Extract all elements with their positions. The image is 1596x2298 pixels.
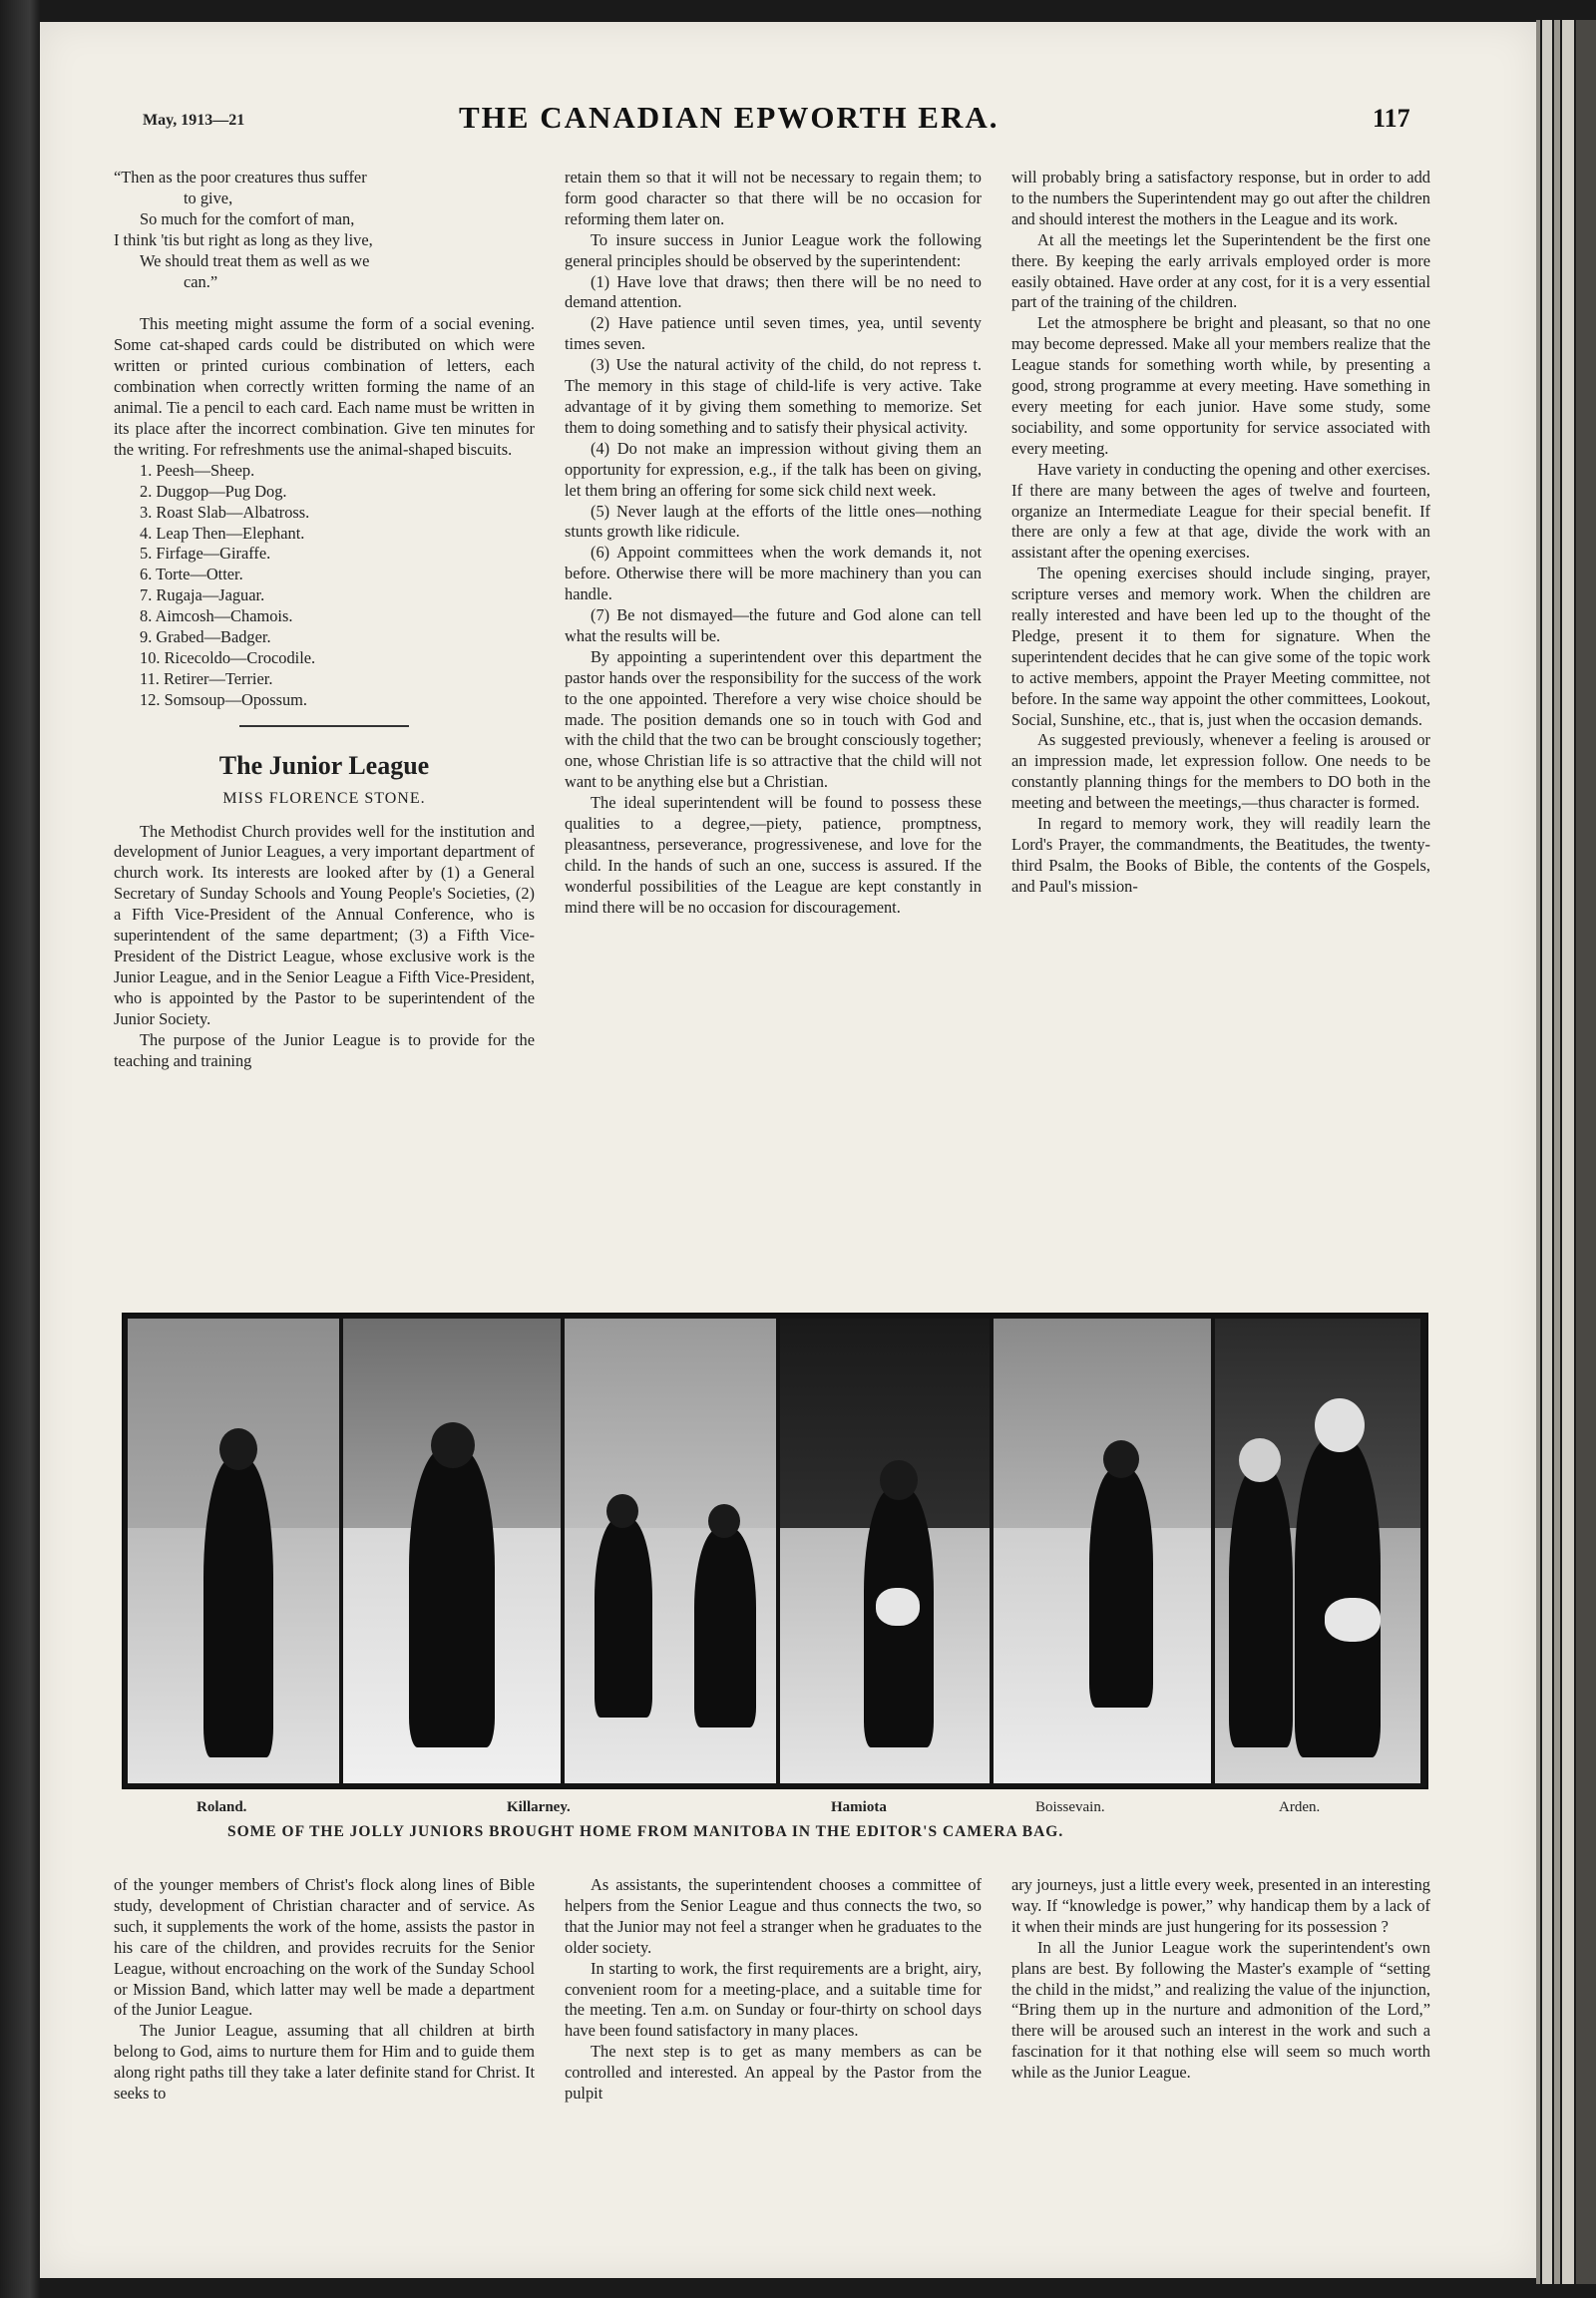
column-1-upper <box>114 168 535 1071</box>
principle: (4) Do not make an impression without giving them an opportunity for expression, e.g., if the talk has been on giving, let them bring an offering for some sick child next week. <box>565 438 982 500</box>
paragraph: Let the atmosphere be bright and pleasant, so that no one may become depressed. Make all your members realize that the League stands for something worth while, by presenting a good, strong programme at every meeting. Have something in every meeting for each junior. Have some study, some sociability, and some opportunity for service associated with every meeting. <box>1011 313 1430 458</box>
principle: (5) Never laugh at the efforts of the little ones—nothing stunts growth like ridicule. <box>565 501 982 542</box>
poem-line: We should treat them as well as we <box>140 250 370 270</box>
photo-label: Arden. <box>1279 1799 1321 1815</box>
photo-roland <box>128 1319 339 1783</box>
paragraph: of the younger members of Christ's flock along lines of Bible study, development of Christian character and of service. As such, it supplements the work of the home, assists the pastor in his care of the children, and provides recruits for the Senior League, without encroaching on the work of the Sunday School or Mission Band, which latter may well be made a department of the Junior League. <box>114 1875 535 2020</box>
list-item: 3. Roast Slab—Albatross. <box>140 502 310 522</box>
photo-label: Killarney. <box>507 1799 571 1815</box>
paragraph: retain them so that it will not be necessary to regain them; to form good character so that there will be no occasion for reforming them later on. <box>565 168 982 228</box>
page-edge <box>1554 20 1560 2284</box>
photo-killarney <box>343 1319 561 1783</box>
paragraph: This meeting might assume the form of a social evening. Some cat-shaped cards could be distributed on which were written or printed curious combination of letters, each combination when correctly written forming the name of an animal. Tie a pencil to each card. Each name must be written in its place after the incorrect combination. Give ten minutes for the writing. For refreshments use the animal-shaped biscuits. <box>114 314 535 459</box>
paragraph: As suggested previously, whenever a feeling is aroused or an impression made, let expression follow. One needs to be constantly planning things for the members to DO both in the meeting and between the meetings,—thus character is formed. <box>1011 730 1430 813</box>
poem-line: So much for the comfort of man, <box>140 208 355 228</box>
paragraph: The purpose of the Junior League is to provide for the teaching and training <box>114 1029 535 1070</box>
paragraph: The Junior League, assuming that all children at birth belong to God, aims to nurture them for Him and to guide them along right paths till they take a later definite stand for Christ. It seeks to <box>114 2021 535 2104</box>
list-item: 10. Ricecoldo—Crocodile. <box>140 647 316 667</box>
paragraph: ary journeys, just a little every week, presented in an interesting way. If “knowledge is power,” why handicap them by a lack of it when their minds are just hungering for its possession ? <box>1011 1875 1430 1936</box>
photo-boissevain <box>994 1319 1211 1783</box>
poem-line: “Then as the poor creatures thus suffer <box>114 168 367 187</box>
list-item: 4. Leap Then—Elephant. <box>140 523 305 543</box>
page-edge <box>1536 20 1540 2284</box>
paragraph: will probably bring a satisfactory response, but in order to add to the numbers the Superintendent may go out after the children and should interest the mothers in the League and its work. <box>1011 168 1430 228</box>
principle: (2) Have patience until seven times, yea, until seventy times seven. <box>565 313 982 354</box>
list-item: 7. Rugaja—Jaguar. <box>140 585 265 605</box>
poem <box>114 168 535 292</box>
photo-hamiota <box>780 1319 990 1783</box>
paragraph: The Methodist Church provides well for the institution and development of Junior Leagues, a very important department of church work. Its interests are looked after by (1) a General Secretary of Sunday Schools and Young People's Societies, (2) a Fifth Vice-President of the Annual Conference, who is superintendent of the same department; (3) a Fifth Vice-President of the District League, whose exclusive work is the Junior League, and in the Senior League a Fifth Vice-President, who is appointed by the Pastor to be superintendent of the Junior Society. <box>114 821 535 1028</box>
paragraph: Have variety in conducting the opening and other exercises. If there are many between the ages of twelve and fourteen, organize an Intermediate League for their special benefit. If there are only a few at that age, divide the work with an assistant after the opening exercises. <box>1011 459 1430 563</box>
paragraph: The opening exercises should include singing, prayer, scripture verses and memory work. When the children are really interested and have been led up to the thought of the Pledge, present it to them for signature. When the superintendent decides that he can give some of the topic work to active members, appoint the Prayer Meeting committee, not before. In the same way appoint the other committees, Lookout, Social, Sunshine, etc., that is, just when the occasion demands. <box>1011 564 1430 729</box>
paragraph: In starting to work, the first requirements are a bright, airy, convenient room for a meeting-place, and a suitable time for the meeting. Ten a.m. on Sunday or four-thirty on school days have been found satisfactory in many places. <box>565 1958 982 2041</box>
magazine-title: THE CANADIAN EPWORTH ERA. <box>459 100 999 135</box>
list-item: 6. Torte—Otter. <box>140 565 243 584</box>
paragraph: In regard to memory work, they will readily learn the Lord's Prayer, the commandments, the Beatitudes, the twenty-third Psalm, the Books of Bible, the contents of the Gospels, and Paul's mission- <box>1011 814 1430 896</box>
photo-label: Hamiota <box>831 1799 887 1815</box>
principle: (6) Appoint committees when the work demands it, not before. Otherwise there will be more machinery than you can handle. <box>565 543 982 604</box>
photo-arden <box>1215 1319 1420 1783</box>
column-1-lower <box>114 1875 535 2105</box>
list-item: 8. Aimcosh—Chamois. <box>140 606 293 626</box>
photo-label: Roland. <box>197 1799 247 1815</box>
list-item: 1. Peesh—Sheep. <box>140 460 255 480</box>
poem-line: to give, <box>184 188 233 207</box>
page-edge <box>1562 20 1574 2284</box>
poem-line: I think 'tis but right as long as they live, <box>114 229 373 249</box>
poem-line: can.” <box>184 271 218 291</box>
paragraph: By appointing a superintendent over this department the pastor hands over the responsibility for the success of the work to the one appointed. Therefore a very wise choice should be made. The position demands one so in touch with God and with the child that the two can be brought consciously together; one, whose Christian life is so attractive that the child will not want to be anything else but a Christian. <box>565 646 982 792</box>
principle: (1) Have love that draws; then there will be no need to demand attention. <box>565 271 982 312</box>
list-item: 9. Grabed—Badger. <box>140 627 271 647</box>
column-3-lower <box>1011 1875 1430 2084</box>
photo-killarney-2 <box>565 1319 776 1783</box>
list-item: 11. Retirer—Terrier. <box>140 668 273 688</box>
column-2-upper <box>565 168 982 919</box>
paragraph: At all the meetings let the Superintendent be the first one there. By keeping the early arrivals employed order is more easily obtained. Have order at any cost, for it is a very essential part of the training of the children. <box>1011 229 1430 312</box>
column-3-upper <box>1011 168 1430 898</box>
photo-label: Boissevain. <box>1035 1799 1105 1815</box>
column-2-lower <box>565 1875 982 2105</box>
page-edge <box>1576 20 1596 2284</box>
paragraph: As assistants, the superintendent chooses a committee of helpers from the Senior League and thus connects the two, so that the Junior may not feel a stranger when he graduates to the older society. <box>565 1875 982 1957</box>
paragraph: In all the Junior League work the superintendent's own plans are best. By following the Master's example of “setting the child in the midst,” and realizing the value of the injunction, “Bring them up in the nurture and admonition of the Lord,” there will be aroused such an interest in the work and such a fascination for it that nothing else will seem so much worth while as the Junior League. <box>1011 1937 1430 2083</box>
list-item: 12. Somsoup—Opossum. <box>140 689 308 709</box>
paragraph: To insure success in Junior League work the following general principles should be observed by the superintendent: <box>565 229 982 270</box>
junior-photo-strip <box>122 1313 1428 1789</box>
issue-date: May, 1913—21 <box>143 112 245 129</box>
article-title: The Junior League <box>218 750 430 780</box>
principle: (7) Be not dismayed—the future and God alone can tell what the results will be. <box>565 605 982 645</box>
section-rule <box>239 725 409 727</box>
page-number: 117 <box>1373 104 1410 133</box>
photo-caption: SOME OF THE JOLLY JUNIORS BROUGHT HOME FROM MANITOBA IN THE EDITOR'S CAMERA BAG. <box>227 1823 1064 1840</box>
paragraph: The next step is to get as many members as can be controlled and interested. An appeal by the Pastor from the pulpit <box>565 2042 982 2104</box>
animal-list <box>114 461 535 711</box>
list-item: 2. Duggop—Pug Dog. <box>140 481 287 501</box>
list-item: 5. Firfage—Giraffe. <box>140 544 271 564</box>
article-byline: MISS FLORENCE STONE. <box>222 789 426 807</box>
principle: (3) Use the natural activity of the child, do not repress t. The memory in this stage of child-life is very active. Take advantage of it by giving them something to memorize. Set them to doing something and to satisfy their physical activity. <box>565 355 982 437</box>
page-edge <box>1542 20 1552 2284</box>
paragraph: The ideal superintendent will be found to possess these qualities to a degree,—piety, patience, promptness, pleasantness, perseverance, progressivenese, and love for the child. In the hands of such an one, success is assured. If the wonderful possibilities of the League are kept constantly in mind there will be no occasion for discouragement. <box>565 793 982 917</box>
